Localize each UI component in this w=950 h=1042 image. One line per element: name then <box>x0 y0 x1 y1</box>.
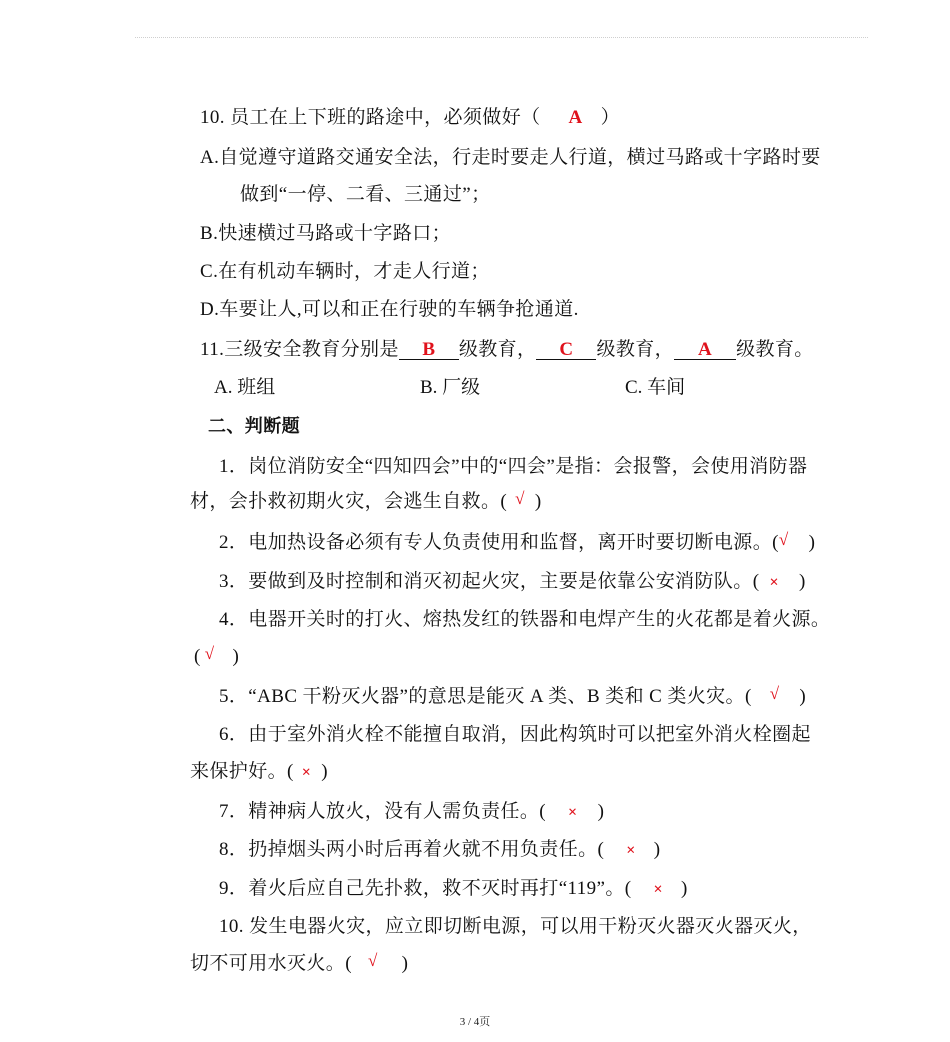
tf-7-text: 7．精神病人放火，没有人需负责任。( <box>219 801 547 822</box>
tf-6-close: ) <box>321 761 328 782</box>
tf-9-text: 9．着火后应自己先扑救，救不灭时再打“119”。( <box>219 878 632 899</box>
q11-blank-1: B <box>399 341 459 360</box>
q11-text-mid2: 级教育， <box>596 339 675 360</box>
q10-stem-text: 10. 员工在上下班的路途中，必须做好（ <box>200 107 541 128</box>
q10-answer: A <box>568 107 583 128</box>
q11-option-b: B. 厂级 <box>420 377 481 398</box>
q10-option-b: B.快速横过马路或十字路口； <box>200 223 452 244</box>
q11-text-pre: 11.三级安全教育分别是 <box>200 339 399 360</box>
tf-3-close: ) <box>798 571 806 592</box>
header-rule <box>135 37 868 38</box>
tf-5-mark: √ <box>769 684 780 703</box>
tf-2 <box>219 531 815 555</box>
tf-7-mark: × <box>568 804 578 821</box>
q11-text-post: 级教育。 <box>736 339 814 360</box>
tf-1-close: ) <box>534 491 542 512</box>
tf-4-line2 <box>194 645 239 669</box>
tf-8-text: 8．扔掉烟头两小时后再着火就不用负责任。( <box>219 839 605 860</box>
q11-stem <box>200 338 814 362</box>
q10-stem-close: ） <box>600 107 621 128</box>
q11-option-a: A. 班组 <box>214 377 276 398</box>
tf-5 <box>219 685 806 709</box>
q10-stem <box>200 106 620 130</box>
q11-blank-2: C <box>536 341 596 360</box>
tf-6-text: 来保护好。( <box>190 761 294 782</box>
tf-3-mark: × <box>769 574 779 591</box>
tf-10-line1: 10. 发生电器火灾，应立即切断电源，可以用干粉灭火器灭火器灭火， <box>219 916 812 937</box>
tf-1-text: 材，会扑救初期火灾，会逃生自救。( <box>190 491 508 512</box>
tf-1-line2 <box>190 490 542 514</box>
tf-4-open: ( <box>194 646 201 667</box>
tf-6-mark: × <box>301 764 312 781</box>
tf-8 <box>219 838 661 863</box>
tf-8-mark: × <box>626 842 636 859</box>
tf-10-close: ) <box>401 953 409 974</box>
q10-option-a-cont: 做到“一停、二看、三通过”； <box>240 184 491 205</box>
tf-1-mark: √ <box>515 489 525 508</box>
tf-10-mark: √ <box>367 951 378 970</box>
section-title-true-false: 二、判断题 <box>208 416 300 437</box>
q11-option-c: C. 车间 <box>625 377 686 398</box>
page-footer: 3 / 4页 <box>459 1016 491 1028</box>
tf-6-line1: 6．由于室外消火栓不能擅自取消，因此构筑时可以把室外消火栓圈起 <box>219 724 811 745</box>
tf-6-line2 <box>190 760 328 785</box>
tf-9-close: ) <box>681 878 688 899</box>
tf-3-text: 3．要做到及时控制和消灭初起火灾，主要是依靠公安消防队。( <box>219 571 760 592</box>
tf-2-text: 2．电加热设备必须有专人负责使用和监督，离开时要切断电源。( <box>219 532 779 553</box>
tf-8-close: ) <box>653 839 661 860</box>
tf-9-mark: × <box>653 881 664 898</box>
tf-9 <box>219 877 688 902</box>
tf-7-close: ) <box>597 801 605 822</box>
tf-2-mark: √ <box>778 530 789 549</box>
q10-option-c: C.在有机动车辆时，才走人行道； <box>200 261 490 282</box>
tf-4-close: ) <box>232 646 240 667</box>
q11-blank-3: A <box>674 341 736 360</box>
tf-10-line2 <box>190 952 408 976</box>
tf-10-text: 切不可用水灭火。( <box>190 953 352 974</box>
tf-5-close: ) <box>799 686 807 707</box>
tf-5-text: 5．“ABC 干粉灭火器”的意思是能灭 A 类、B 类和 C 类火灾。( <box>219 686 752 707</box>
tf-3 <box>219 570 806 595</box>
tf-1-line1: 1．岗位消防安全“四知四会”中的“四会”是指：会报警，会使用消防器 <box>219 456 808 477</box>
tf-2-close: ) <box>808 532 816 553</box>
q11-text-mid1: 级教育， <box>458 339 537 360</box>
tf-4-mark: √ <box>204 644 215 663</box>
tf-7 <box>219 800 604 825</box>
q10-option-a: A.自觉遵守道路交通安全法，行走时要走人行道，横过马路或十字路时要 <box>200 147 821 168</box>
tf-4-line1: 4．电器开关时的打火、熔热发红的铁器和电焊产生的火花都是着火源。 <box>219 609 831 630</box>
q10-option-d: D.车要让人,可以和正在行驶的车辆争抢通道. <box>200 299 579 320</box>
